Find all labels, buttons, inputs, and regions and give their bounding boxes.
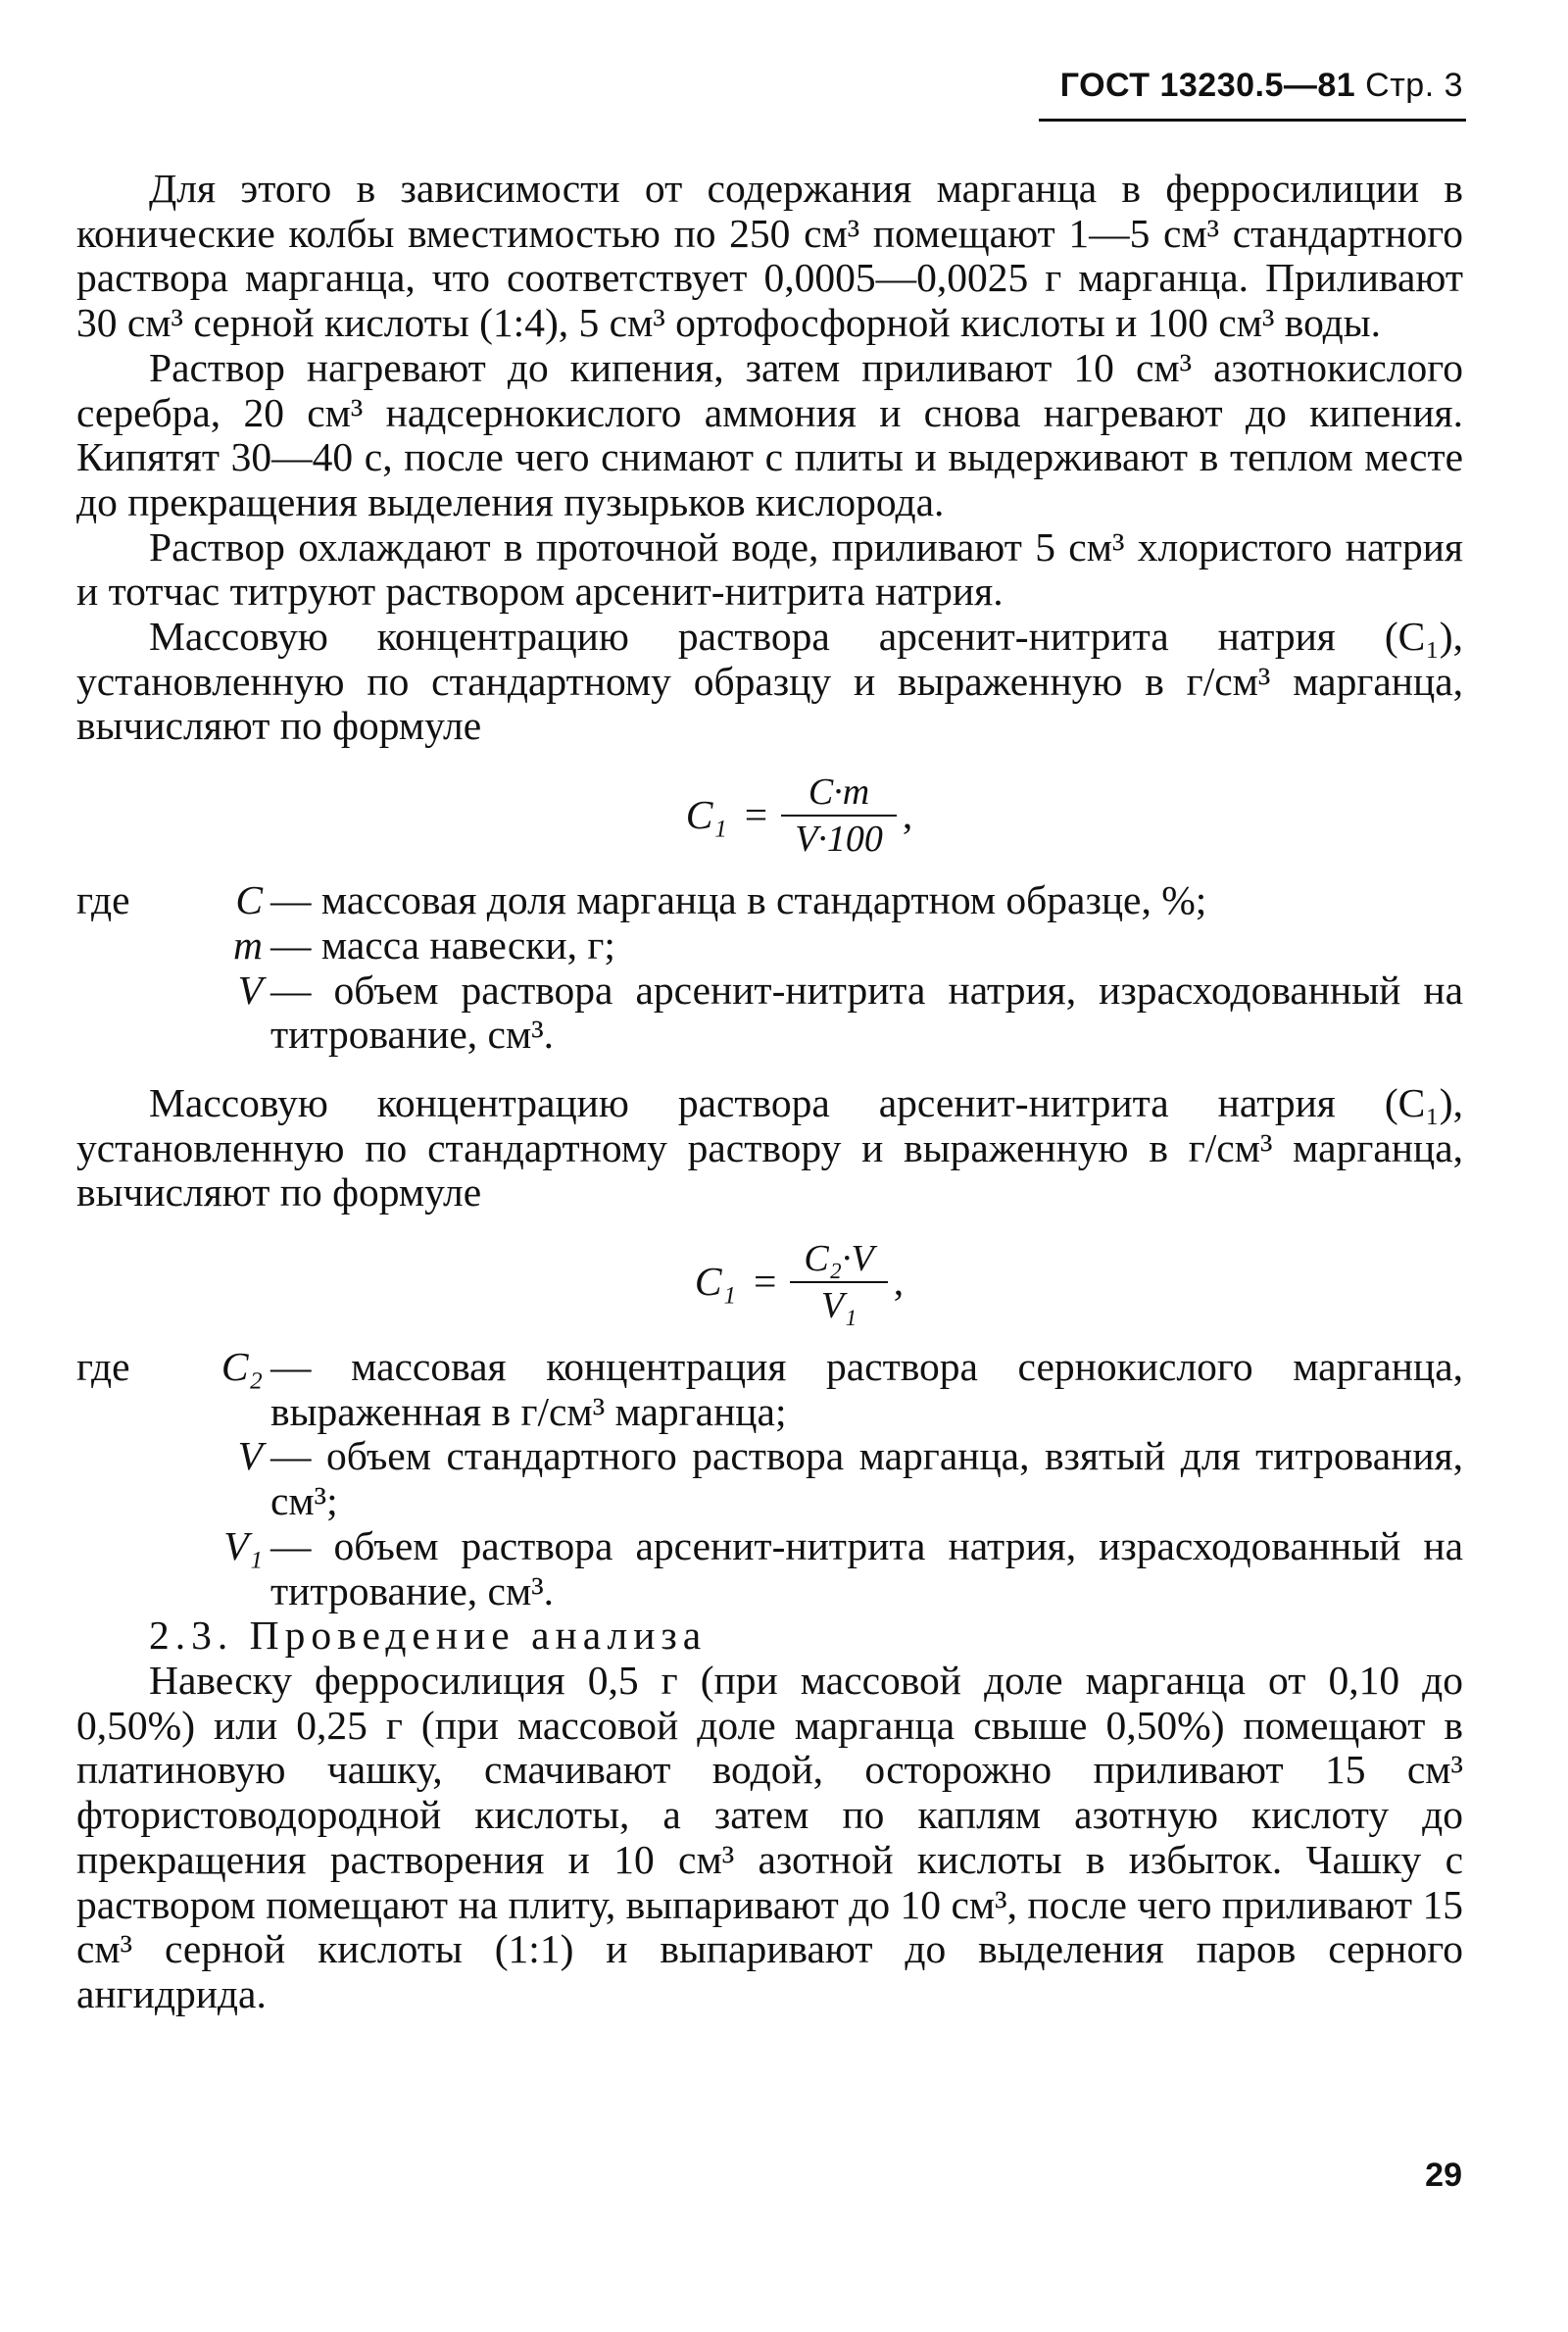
- definition-row: [76, 1345, 1463, 1434]
- definition-row: [76, 968, 1463, 1058]
- formula-lhs: C₁: [685, 792, 727, 838]
- paragraph-concentration-solution: Массовую концентрацию раствора арсенит-нитрита натрия (C₁), установленную по стандартному раствору и выраженную в г/см³ марганца, вычисляют по формуле: [76, 1079, 1463, 1216]
- formula-numerator: C·m: [808, 771, 870, 814]
- formula-trail: ,: [902, 792, 913, 838]
- formula-numerator: C₂·V: [804, 1238, 874, 1280]
- definition-row: [76, 878, 1463, 923]
- formula-solution: [76, 1229, 1463, 1335]
- formula-equals: =: [754, 1259, 777, 1305]
- definition-text: — объем раствора арсенит-нитрита натрия, израсходованный на титрование, см³.: [270, 967, 1463, 1058]
- formula-fraction: [790, 1236, 887, 1328]
- definitions-solution: [76, 1345, 1463, 1613]
- formula-trail: ,: [893, 1259, 905, 1305]
- definition-row: [76, 1434, 1463, 1523]
- definition-text: — объем раствора арсенит-нитрита натрия, израсходованный на титрование, см³.: [270, 1522, 1463, 1613]
- document-body: [76, 167, 1463, 2017]
- paragraph-calibration-setup: Для этого в зависимости от содержания марганца в ферросилиции в конические колбы вместимостью по 250 см³ помещают 1—5 см³ стандартного раствора марганца, что соответствует 0,0005—0,0025 г марганца. Приливают 30 см³ серной кислоты (1:4), 5 см³ ортофосфорной кислоты и 100 см³ воды.: [76, 166, 1463, 346]
- definitions-sample: [76, 878, 1463, 1058]
- definition-text: — массовая доля марганца в стандартном образце, %;: [270, 877, 1207, 923]
- definition-lead: где: [76, 877, 130, 923]
- formula-lhs: C₁: [694, 1259, 737, 1305]
- formula-denominator: V₁: [820, 1285, 858, 1327]
- definition-lead: где: [76, 1344, 130, 1390]
- header-rule: [1039, 119, 1466, 122]
- definition-symbol: V: [237, 1433, 263, 1479]
- formula-sample: [76, 763, 1463, 868]
- spacer: [76, 1058, 1463, 1081]
- definition-symbol: C₂: [220, 1344, 263, 1390]
- definition-text: — масса навески, г;: [270, 921, 615, 968]
- page-number: 29: [1425, 2157, 1462, 2194]
- formula-fraction: [781, 769, 897, 862]
- definition-row: [76, 1524, 1463, 1613]
- definition-row: [76, 923, 1463, 968]
- definition-symbol: V: [237, 967, 263, 1013]
- definition-text: — объем стандартного раствора марганца, взятый для титрования, см³;: [270, 1433, 1463, 1524]
- formula-denominator: V·100: [795, 819, 883, 861]
- paragraph-heating: Раствор нагревают до кипения, затем приливают 10 см³ азотнокислого серебра, 20 см³ надсернокислого аммония и снова нагревают до кипения. Кипятят 30—40 с, после чего снимают с плиты и выдерживают в теплом месте до прекращения выделения пузырьков кислорода.: [76, 344, 1463, 524]
- definition-text: — массовая концентрация раствора сернокислого марганца, выраженная в г/см³ марганца;: [270, 1344, 1463, 1434]
- page-label: Стр. 3: [1365, 67, 1463, 104]
- paragraph-titration: Раствор охлаждают в проточной воде, приливают 5 см³ хлористого натрия и тотчас титруют раствором арсенит-нитрита натрия.: [76, 523, 1463, 615]
- paragraph-analysis: Навеску ферросилиция 0,5 г (при массовой доле марганца от 0,10 до 0,50%) или 0,25 г (при массовой доле марганца свыше 0,50%) помещают в платиновую чашку, смачивают водой, осторожно приливают 15 см³ фтористоводородной кислоты, а затем по каплям азотную кислоту до прекращения растворения и 10 см³ азотной кислоты в избыток. Чашку с раствором помещают на плиту, выпаривают до 10 см³, после чего приливают 15 см³ серной кислоты (1:1) и выпаривают до выделения паров серного ангидрида.: [76, 1657, 1463, 2016]
- page-header: [1034, 67, 1463, 105]
- definition-symbol: m: [233, 921, 263, 968]
- section-heading: [76, 1613, 1463, 1659]
- formula-equals: =: [744, 792, 768, 838]
- section-title: Проведение анализа: [249, 1613, 708, 1659]
- section-number: 2.3.: [149, 1613, 234, 1659]
- standard-number: ГОСТ 13230.5—81: [1059, 67, 1356, 104]
- definition-symbol: C: [235, 877, 263, 923]
- paragraph-concentration-sample: Массовую концентрацию раствора арсенит-нитрита натрия (C₁), установленную по стандартному образцу и выраженную в г/см³ марганца, вычисляют по формуле: [76, 614, 1463, 749]
- definition-symbol: V₁: [223, 1522, 263, 1568]
